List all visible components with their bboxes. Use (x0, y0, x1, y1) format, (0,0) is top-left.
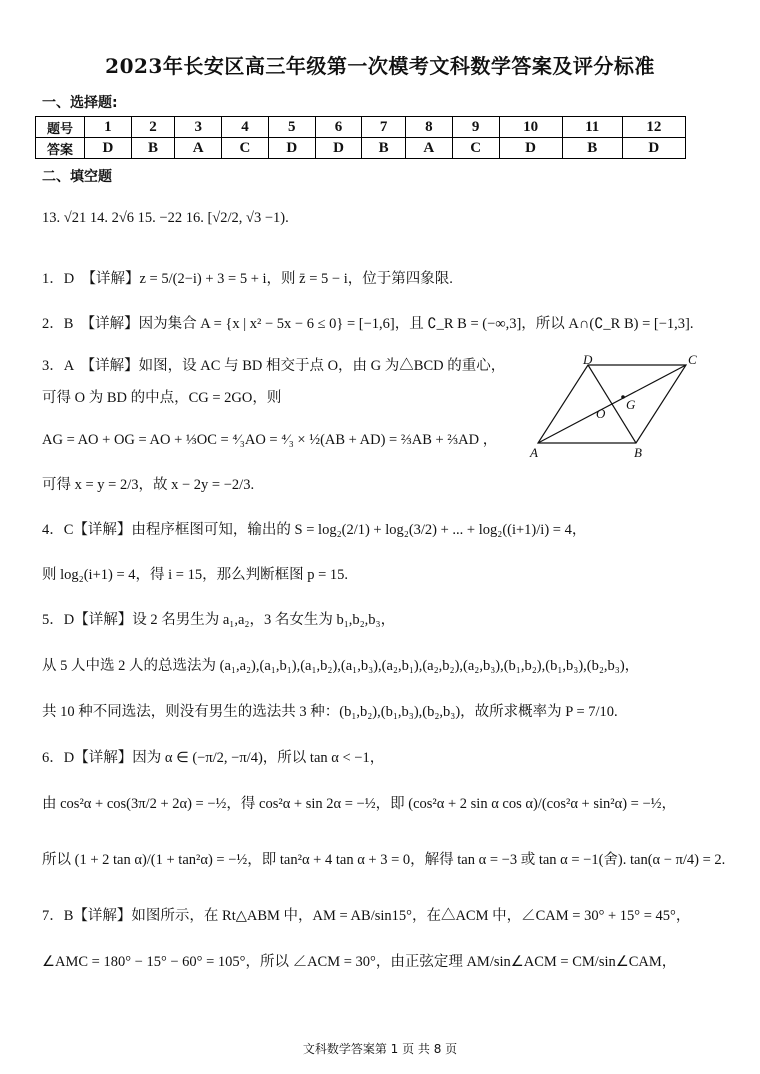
table-row-answers (36, 138, 686, 159)
table-cell: 10 (499, 117, 562, 138)
row-label-answer: 答案 (36, 138, 85, 159)
page-title: 2023年长安区高三年级第一次模考文科数学答案及评分标准 (105, 54, 655, 78)
table-cell: C (222, 138, 269, 159)
solution-line-6: 可得 x = y = 2/3，故 x − 2y = −2/3. (42, 477, 255, 493)
table-cell: A (175, 138, 222, 159)
table-cell: 1 (85, 117, 132, 138)
solution-line-13: 由 cos²α + cos(3π/2 + 2α) = −½，得 cos²α + sin 2α = −½，即 (cos²α + 2 sin α cos α)/(cos²α + sin²α) = −½， (42, 796, 677, 812)
table-cell: D (499, 138, 562, 159)
solution-line-4: 可得 O 为 BD 的中点，CG = 2GO，则 (42, 390, 282, 406)
centroid-point (621, 395, 625, 399)
solution-line-14: 所以 (1 + 2 tan α)/(1 + tan²α) = −½，即 tan²α + 4 tan α + 3 = 0，解得 tan α = −3 或 tan α = −1(舍). tan(α − π/4) = 2. (42, 852, 726, 868)
table-cell: 3 (175, 117, 222, 138)
label-b: B (634, 445, 642, 460)
table-cell: B (362, 138, 406, 159)
table-cell: D (315, 138, 362, 159)
parallelogram-figure (526, 355, 706, 465)
solution-line-16: ∠AMC = 180° − 15° − 60° = 105°，所以 ∠ACM = 30°，由正弦定理 AM/sin∠ACM = CM/sin∠CAM， (42, 954, 677, 970)
label-o: O (596, 406, 606, 421)
table-cell: 11 (562, 117, 622, 138)
row-label-number: 题号 (36, 117, 85, 138)
table-cell: B (562, 138, 622, 159)
solution-line-11: 共 10 种不同选法，则没有男生的选法共 3 种：(b₁,b₂),(b₁,b₃),(b₂,b₃)，故所求概率为 P = 7/10. (42, 704, 618, 720)
section-fill-heading: 二、填空题 (42, 169, 112, 185)
table-cell: 2 (131, 117, 175, 138)
solution-line-8: 则 log₂(i+1) = 4，得 i = 15，那么判断框图 p = 15. (42, 567, 349, 583)
answer-table (35, 116, 686, 159)
table-cell: D (85, 138, 132, 159)
table-cell: D (622, 138, 685, 159)
solution-line-2: 2．B 【详解】因为集合 A = {x | x² − 5x − 6 ≤ 0} = [−1,6]，且 ∁_R B = (−∞,3]，所以 A∩(∁_R B) = [−1,3]. (42, 316, 694, 332)
label-d: D (583, 355, 593, 367)
table-cell: A (405, 138, 452, 159)
solution-line-1: 1．D 【详解】z = 5/(2−i) + 3 = 5 + i，则 z̄ = 5 − i，位于第四象限. (42, 271, 453, 287)
table-cell: 6 (315, 117, 362, 138)
table-cell: 4 (222, 117, 269, 138)
solution-line-3: 3．A 【详解】如图，设 AC 与 BD 相交于点 O，由 G 为△BCD 的重心， (42, 358, 506, 374)
label-g: G (626, 397, 636, 412)
solution-line-5: AG = AO + OG = AO + ⅓OC = ⁴⁄₃AO = ⁴⁄₃ × ½(AB + AD) = ⅔AB + ⅔AD ， (42, 432, 498, 448)
label-c: C (688, 355, 697, 367)
section-choice-heading: 一、选择题: (42, 95, 118, 111)
table-cell: 9 (452, 117, 499, 138)
table-cell: D (268, 138, 315, 159)
table-cell: 12 (622, 117, 685, 138)
table-row-numbers (36, 117, 686, 138)
table-cell: 8 (405, 117, 452, 138)
solution-line-9: 5．D【详解】设 2 名男生为 a₁,a₂，3 名女生为 b₁,b₂,b₃， (42, 612, 396, 628)
solution-line-10: 从 5 人中选 2 人的总选法为 (a₁,a₂),(a₁,b₁),(a₁,b₂),(a₁,b₃),(a₂,b₁),(a₂,b₂),(a₂,b₃),(b₁,b₂),(b₁,b₃),(b₂,b₃)， (42, 658, 640, 674)
label-a: A (530, 445, 538, 460)
solution-line-12: 6．D【详解】因为 α ∈ (−π/2, −π/4)，所以 tan α < −1， (42, 750, 385, 766)
table-cell: B (131, 138, 175, 159)
table-cell: C (452, 138, 499, 159)
table-cell: 7 (362, 117, 406, 138)
table-cell: 5 (268, 117, 315, 138)
page-footer: 文科数学答案第 1 页 共 8 页 (302, 1042, 458, 1056)
fill-answers: 13. √21 14. 2√6 15. −22 16. [√2/2, √3 −1). (42, 210, 289, 226)
solution-line-15: 7．B【详解】如图所示，在 Rt△ABM 中，AM = AB/sin15°，在△ACM 中，∠CAM = 30° + 15° = 45°， (42, 908, 691, 924)
solution-line-7: 4．C【详解】由程序框图可知，输出的 S = log₂(2/1) + log₂(3/2) + ... + log₂((i+1)/i) = 4， (42, 522, 587, 538)
